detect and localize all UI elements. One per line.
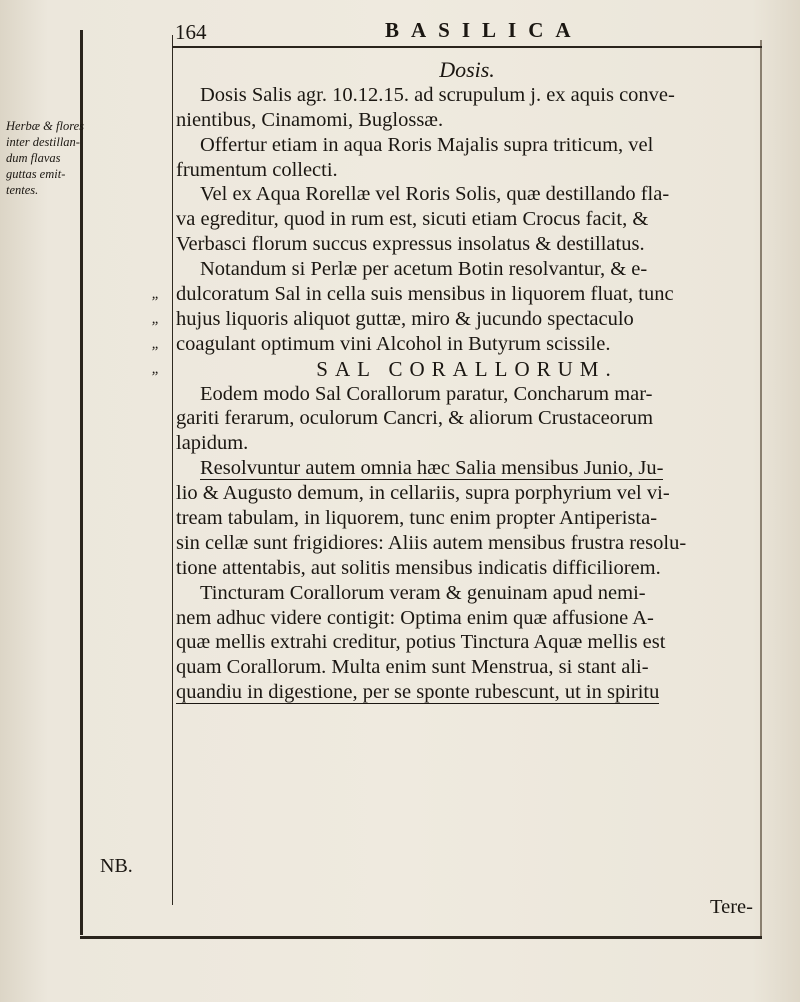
header-rule [172,46,762,48]
quote-mark: ” [150,294,159,310]
text-line: quam Corallorum. Multa enim sunt Menstrua, si stant ali- [176,656,649,679]
underlined-text: Resolvuntur autem omnia hæc Salia mensibus Junio, Ju- [200,457,664,480]
text-line: coagulant optimum vini Alcohol in Butyrum scissile. [176,332,611,355]
text-line: Eodem modo Sal Corallorum paratur, Concharum mar- [200,382,653,405]
page-border-right [760,40,762,936]
margin-note-line: guttas emit- [6,167,66,181]
text-line: lapidum. [176,432,249,455]
text-line: Offertur etiam in aqua Roris Majalis supra triticum, vel [200,133,654,156]
margin-rule [172,35,173,905]
text-line [176,456,758,481]
page-border-bottom [80,936,762,939]
text-line: nem adhuc videre contigit: Optima enim quæ affusione A- [176,606,654,629]
text-line: sin cellæ sunt frigidiores: Aliis autem mensibus frustra resolu- [176,531,687,554]
quote-mark: ” [150,368,159,385]
margin-note [6,118,85,198]
margin-nb: NB. [100,855,133,877]
text-line: nientibus, Cinamomi, Buglossæ. [176,108,444,131]
catchword: Tere- [710,896,753,918]
section-heading-dosis: Dosis. [439,58,495,82]
text-line: Verbasci florum succus expressus insolatus & destillatus. [176,233,645,256]
text-line: tione attentabis, aut solitis mensibus indicatis difficiliorem. [176,556,661,579]
margin-quote-marks [150,290,170,390]
text-line: va egreditur, quod in rum est, sicuti etiam Crocus facit, & [176,208,649,231]
text-line: hujus liquoris aliquot guttæ, miro & jucundo spectaculo [176,307,634,330]
underlined-text: quandiu in digestione, per se sponte rubescunt, ut in spiritu [176,681,660,704]
text-line: dulcoratum Sal in cella suis mensibus in liquorem fluat, tunc [176,283,674,306]
text-line: Tincturam Corallorum veram & genuinam apud nemi- [200,581,646,604]
page-number: 164 [175,20,207,44]
text-line: tream tabulam, in liquorem, tunc enim propter Antiperista- [176,507,658,530]
margin-note-line: tentes. [6,183,39,197]
text-line: frumentum collecti. [176,158,338,181]
text-line [176,680,758,705]
text-line: lio & Augusto demum, in cellariis, supra porphyrium vel vi- [176,482,670,505]
margin-note-line: inter destillan- [6,135,80,149]
running-title: BASILICA [385,18,583,42]
quote-mark: ” [150,318,159,335]
text-line: quæ mellis extrahi creditur, potius Tinctura Aquæ mellis est [176,631,666,654]
margin-note-line: dum flavas [6,151,61,165]
text-line: Vel ex Aqua Rorellæ vel Roris Solis, quæ destillando fla- [200,183,670,206]
text-line: gariti ferarum, oculorum Cancri, & aliorum Crustaceorum [176,407,654,430]
margin-note-line: Herbæ & flores [6,119,85,133]
section-heading-sal-corallorum: SAL CORALLORUM. [316,356,618,381]
text-line: Notandum si Perlæ per acetum Botin resolvantur, & e- [200,258,648,281]
page-header [175,18,755,46]
text-line: Dosis Salis agr. 10.12.15. ad scrupulum j. ex aquis conve- [200,83,675,106]
body-text [176,58,758,705]
quote-mark: ” [150,343,159,360]
